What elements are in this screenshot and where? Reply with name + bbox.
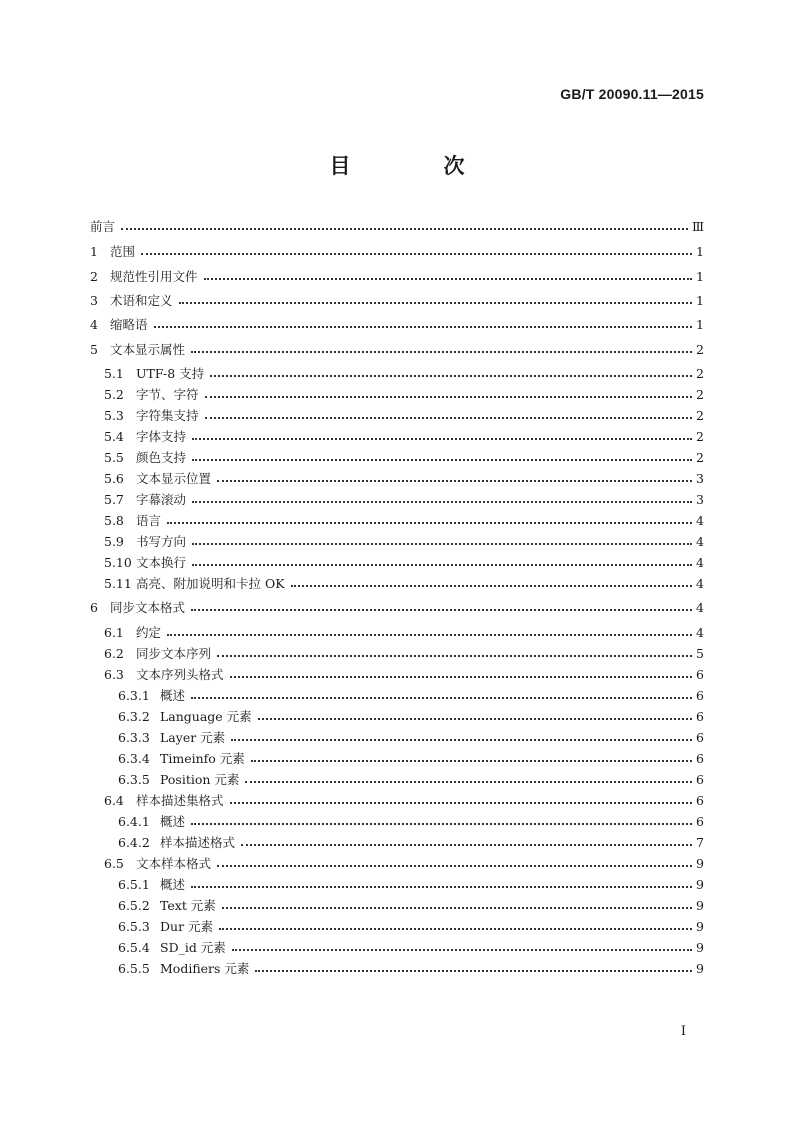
dot-leader <box>217 480 692 482</box>
toc-entry-label: 规范性引用文件 <box>110 269 198 284</box>
toc-entry-label: 字体支持 <box>136 429 187 444</box>
toc-entry-label: 同步文本序列 <box>136 646 212 661</box>
toc-entry-number: 5.7 <box>104 492 124 507</box>
toc-entry-number: 6.3.4 <box>118 751 150 766</box>
toc-entry-number: 6.5 <box>104 856 124 871</box>
toc-entry-page: 9 <box>696 898 704 913</box>
toc-entry[interactable] <box>104 645 704 663</box>
toc-entry-page: 2 <box>696 387 704 402</box>
toc-entry[interactable] <box>118 960 704 978</box>
toc-entry-page: 4 <box>696 534 704 549</box>
toc-entry[interactable] <box>90 218 704 236</box>
toc-entry-label: 文本换行 <box>136 555 187 570</box>
toc-entry[interactable] <box>118 729 704 747</box>
toc-entry[interactable] <box>104 624 704 642</box>
dot-leader <box>210 375 692 377</box>
toc-entry-page: 4 <box>696 576 704 591</box>
toc-entry-number: 5 <box>90 342 98 357</box>
dot-leader <box>205 396 692 398</box>
toc-entry-number: 6.5.1 <box>118 877 150 892</box>
toc-entry[interactable] <box>90 316 704 334</box>
toc-entry-label: 文本序列头格式 <box>136 667 224 682</box>
toc-entry-page: 9 <box>696 940 704 955</box>
dot-leader <box>167 634 692 636</box>
toc-entry-label: 前言 <box>90 219 116 234</box>
toc-entry-label: 术语和定义 <box>110 293 173 308</box>
toc-entry-number: 6.5.2 <box>118 898 150 913</box>
standard-code: GB/T 20090.11—2015 <box>560 86 704 102</box>
toc-entry-number: 1 <box>90 244 98 259</box>
toc-entry-page: 3 <box>696 471 704 486</box>
toc-entry-number: 6 <box>90 600 98 615</box>
dot-leader <box>205 417 692 419</box>
toc-entry-number: 6.5.4 <box>118 940 150 955</box>
dot-leader <box>251 760 692 762</box>
toc-entry-page: 9 <box>696 961 704 976</box>
toc-entry-number: 4 <box>90 317 98 332</box>
toc-entry-page: 2 <box>696 450 704 465</box>
toc-entry[interactable] <box>104 792 704 810</box>
toc-entry-number: 6.3.3 <box>118 730 150 745</box>
dot-leader <box>192 501 692 503</box>
toc-entry-label: Modifiers 元素 <box>160 961 250 976</box>
toc-entry-number: 6.3 <box>104 667 124 682</box>
toc-entry[interactable] <box>104 491 704 509</box>
toc-entry-number: 6.4.1 <box>118 814 150 829</box>
toc-entry[interactable] <box>104 533 704 551</box>
dot-leader <box>241 844 692 846</box>
toc-entry[interactable] <box>118 750 704 768</box>
toc-entry[interactable] <box>104 855 704 873</box>
toc-entry[interactable] <box>104 554 704 572</box>
toc-entry-number: 5.5 <box>104 450 124 465</box>
toc-entry[interactable] <box>104 365 704 383</box>
toc-entry-page: 6 <box>696 793 704 808</box>
toc-entry[interactable] <box>90 341 704 359</box>
dot-leader <box>217 655 692 657</box>
toc-entry-label: 同步文本格式 <box>110 600 186 615</box>
toc-entry-page: 4 <box>696 555 704 570</box>
toc-entry-page: 6 <box>696 667 704 682</box>
dot-leader <box>232 949 692 951</box>
toc-entry-page: 4 <box>696 513 704 528</box>
toc-entry[interactable] <box>90 268 704 286</box>
toc-entry[interactable] <box>104 428 704 446</box>
dot-leader <box>191 609 692 611</box>
toc-entry-page: 4 <box>696 625 704 640</box>
toc-entry-label: 语言 <box>136 513 162 528</box>
toc-entry-label: 文本显示属性 <box>110 342 186 357</box>
dot-leader <box>191 886 692 888</box>
dot-leader <box>204 278 692 280</box>
toc-entry-number: 6.1 <box>104 625 124 640</box>
toc-entry-number: 5.3 <box>104 408 124 423</box>
toc-entry[interactable] <box>104 386 704 404</box>
toc-entry[interactable] <box>104 575 704 593</box>
toc-entry-number: 5.6 <box>104 471 124 486</box>
toc-entry[interactable] <box>104 512 704 530</box>
toc-entry-label: 文本样本格式 <box>136 856 212 871</box>
toc-entry-page: 1 <box>696 293 704 308</box>
dot-leader <box>255 970 692 972</box>
toc-entry-label: UTF-8 支持 <box>136 366 205 381</box>
toc-entry-number: 6.5.3 <box>118 919 150 934</box>
toc-entry-label: 高亮、附加说明和卡拉 OK <box>136 576 285 591</box>
toc-entry-page: 6 <box>696 772 704 787</box>
toc-entry-page: 1 <box>696 244 704 259</box>
toc-entry-number: 2 <box>90 269 98 284</box>
toc-entry-label: 样本描述集格式 <box>136 793 224 808</box>
toc-entry[interactable] <box>118 687 704 705</box>
toc-entry[interactable] <box>104 407 704 425</box>
toc-entry-label: 概述 <box>160 688 186 703</box>
toc-entry[interactable] <box>118 939 704 957</box>
toc-entry-number: 6.5.5 <box>118 961 150 976</box>
toc-entry-label: SD_id 元素 <box>160 940 226 955</box>
toc-entry-number: 5.1 <box>104 366 124 381</box>
toc-entry[interactable] <box>90 599 704 617</box>
dot-leader <box>191 351 692 353</box>
toc-entry-number: 6.4.2 <box>118 835 150 850</box>
dot-leader <box>167 522 692 524</box>
toc-entry-page: 4 <box>696 600 704 615</box>
toc-entry-page: 2 <box>696 408 704 423</box>
toc-entry-page: 6 <box>696 688 704 703</box>
dot-leader <box>192 438 692 440</box>
toc-entry[interactable] <box>104 666 704 684</box>
toc-entry-label: 字幕滚动 <box>136 492 187 507</box>
toc-entry-page: 6 <box>696 814 704 829</box>
toc-entry-label: 概述 <box>160 877 186 892</box>
toc-entry-page: 9 <box>696 856 704 871</box>
toc-entry-label: Dur 元素 <box>160 919 214 934</box>
toc-entry[interactable] <box>118 918 704 936</box>
toc-entry-label: 字节、字符 <box>136 387 199 402</box>
toc-entry-page: Ⅲ <box>691 219 704 234</box>
toc-entry-label: 缩略语 <box>110 317 148 332</box>
toc-entry-page: 1 <box>696 269 704 284</box>
toc-entry[interactable] <box>104 449 704 467</box>
toc-entry[interactable] <box>118 813 704 831</box>
dot-leader <box>192 459 692 461</box>
toc-entry-label: 书写方向 <box>136 534 187 549</box>
toc-entry[interactable] <box>118 771 704 789</box>
toc-entry-number: 6.2 <box>104 646 124 661</box>
toc-entry-label: 颜色支持 <box>136 450 187 465</box>
toc-entry-label: 约定 <box>136 625 162 640</box>
dot-leader <box>230 676 692 678</box>
toc-entry-number: 6.3.1 <box>118 688 150 703</box>
toc-entry-page: 6 <box>696 751 704 766</box>
toc-entry-number: 5.4 <box>104 429 124 444</box>
dot-leader <box>222 907 692 909</box>
toc-entry-label: 概述 <box>160 814 186 829</box>
toc-entry-number: 5.2 <box>104 387 124 402</box>
toc-entry-page: 2 <box>696 429 704 444</box>
toc-entry-label: 范围 <box>110 244 136 259</box>
dot-leader <box>141 253 692 255</box>
toc-entry-number: 5.10 <box>104 555 132 570</box>
toc-entry-number: 5.9 <box>104 534 124 549</box>
toc-entry-page: 2 <box>696 366 704 381</box>
toc-entry-page: 6 <box>696 709 704 724</box>
dot-leader <box>121 228 688 230</box>
toc-entry[interactable] <box>104 470 704 488</box>
toc-entry-number: 3 <box>90 293 98 308</box>
toc-title: 目 次 <box>329 154 501 178</box>
toc-entry-number: 5.11 <box>104 576 132 591</box>
dot-leader <box>154 326 692 328</box>
toc-entry[interactable] <box>118 876 704 894</box>
toc-entry-page: 2 <box>696 342 704 357</box>
toc-entry[interactable] <box>118 708 704 726</box>
page-number: I <box>680 1024 686 1039</box>
dot-leader <box>231 739 692 741</box>
toc-entry-label: 文本显示位置 <box>136 471 212 486</box>
toc-entry[interactable] <box>90 292 704 310</box>
dot-leader <box>258 718 692 720</box>
toc-entry-number: 6.4 <box>104 793 124 808</box>
dot-leader <box>230 802 692 804</box>
dot-leader <box>191 823 692 825</box>
dot-leader <box>192 543 692 545</box>
dot-leader <box>179 302 692 304</box>
dot-leader <box>245 781 692 783</box>
toc-entry[interactable] <box>118 834 704 852</box>
toc-entry-label: 字符集支持 <box>136 408 199 423</box>
dot-leader <box>291 585 692 587</box>
dot-leader <box>219 928 692 930</box>
toc-entry[interactable] <box>90 243 704 261</box>
toc-entry[interactable] <box>118 897 704 915</box>
toc-entry-page: 5 <box>696 646 704 661</box>
toc-entry-page: 7 <box>696 835 704 850</box>
dot-leader <box>192 564 692 566</box>
dot-leader <box>217 865 692 867</box>
toc-entry-page: 3 <box>696 492 704 507</box>
toc-entry-page: 9 <box>696 919 704 934</box>
toc-entry-label: Position 元素 <box>160 772 240 787</box>
toc-entry-page: 9 <box>696 877 704 892</box>
toc-entry-label: 样本描述格式 <box>160 835 236 850</box>
toc-entry-number: 5.8 <box>104 513 124 528</box>
toc-entry-label: Timeinfo 元素 <box>160 751 245 766</box>
toc-entry-label: Text 元素 <box>160 898 216 913</box>
dot-leader <box>191 697 692 699</box>
toc-entry-label: Language 元素 <box>160 709 252 724</box>
toc-entry-page: 1 <box>696 317 704 332</box>
toc-entry-number: 6.3.2 <box>118 709 150 724</box>
toc-entry-page: 6 <box>696 730 704 745</box>
toc-entry-label: Layer 元素 <box>160 730 226 745</box>
toc-entry-number: 6.3.5 <box>118 772 150 787</box>
